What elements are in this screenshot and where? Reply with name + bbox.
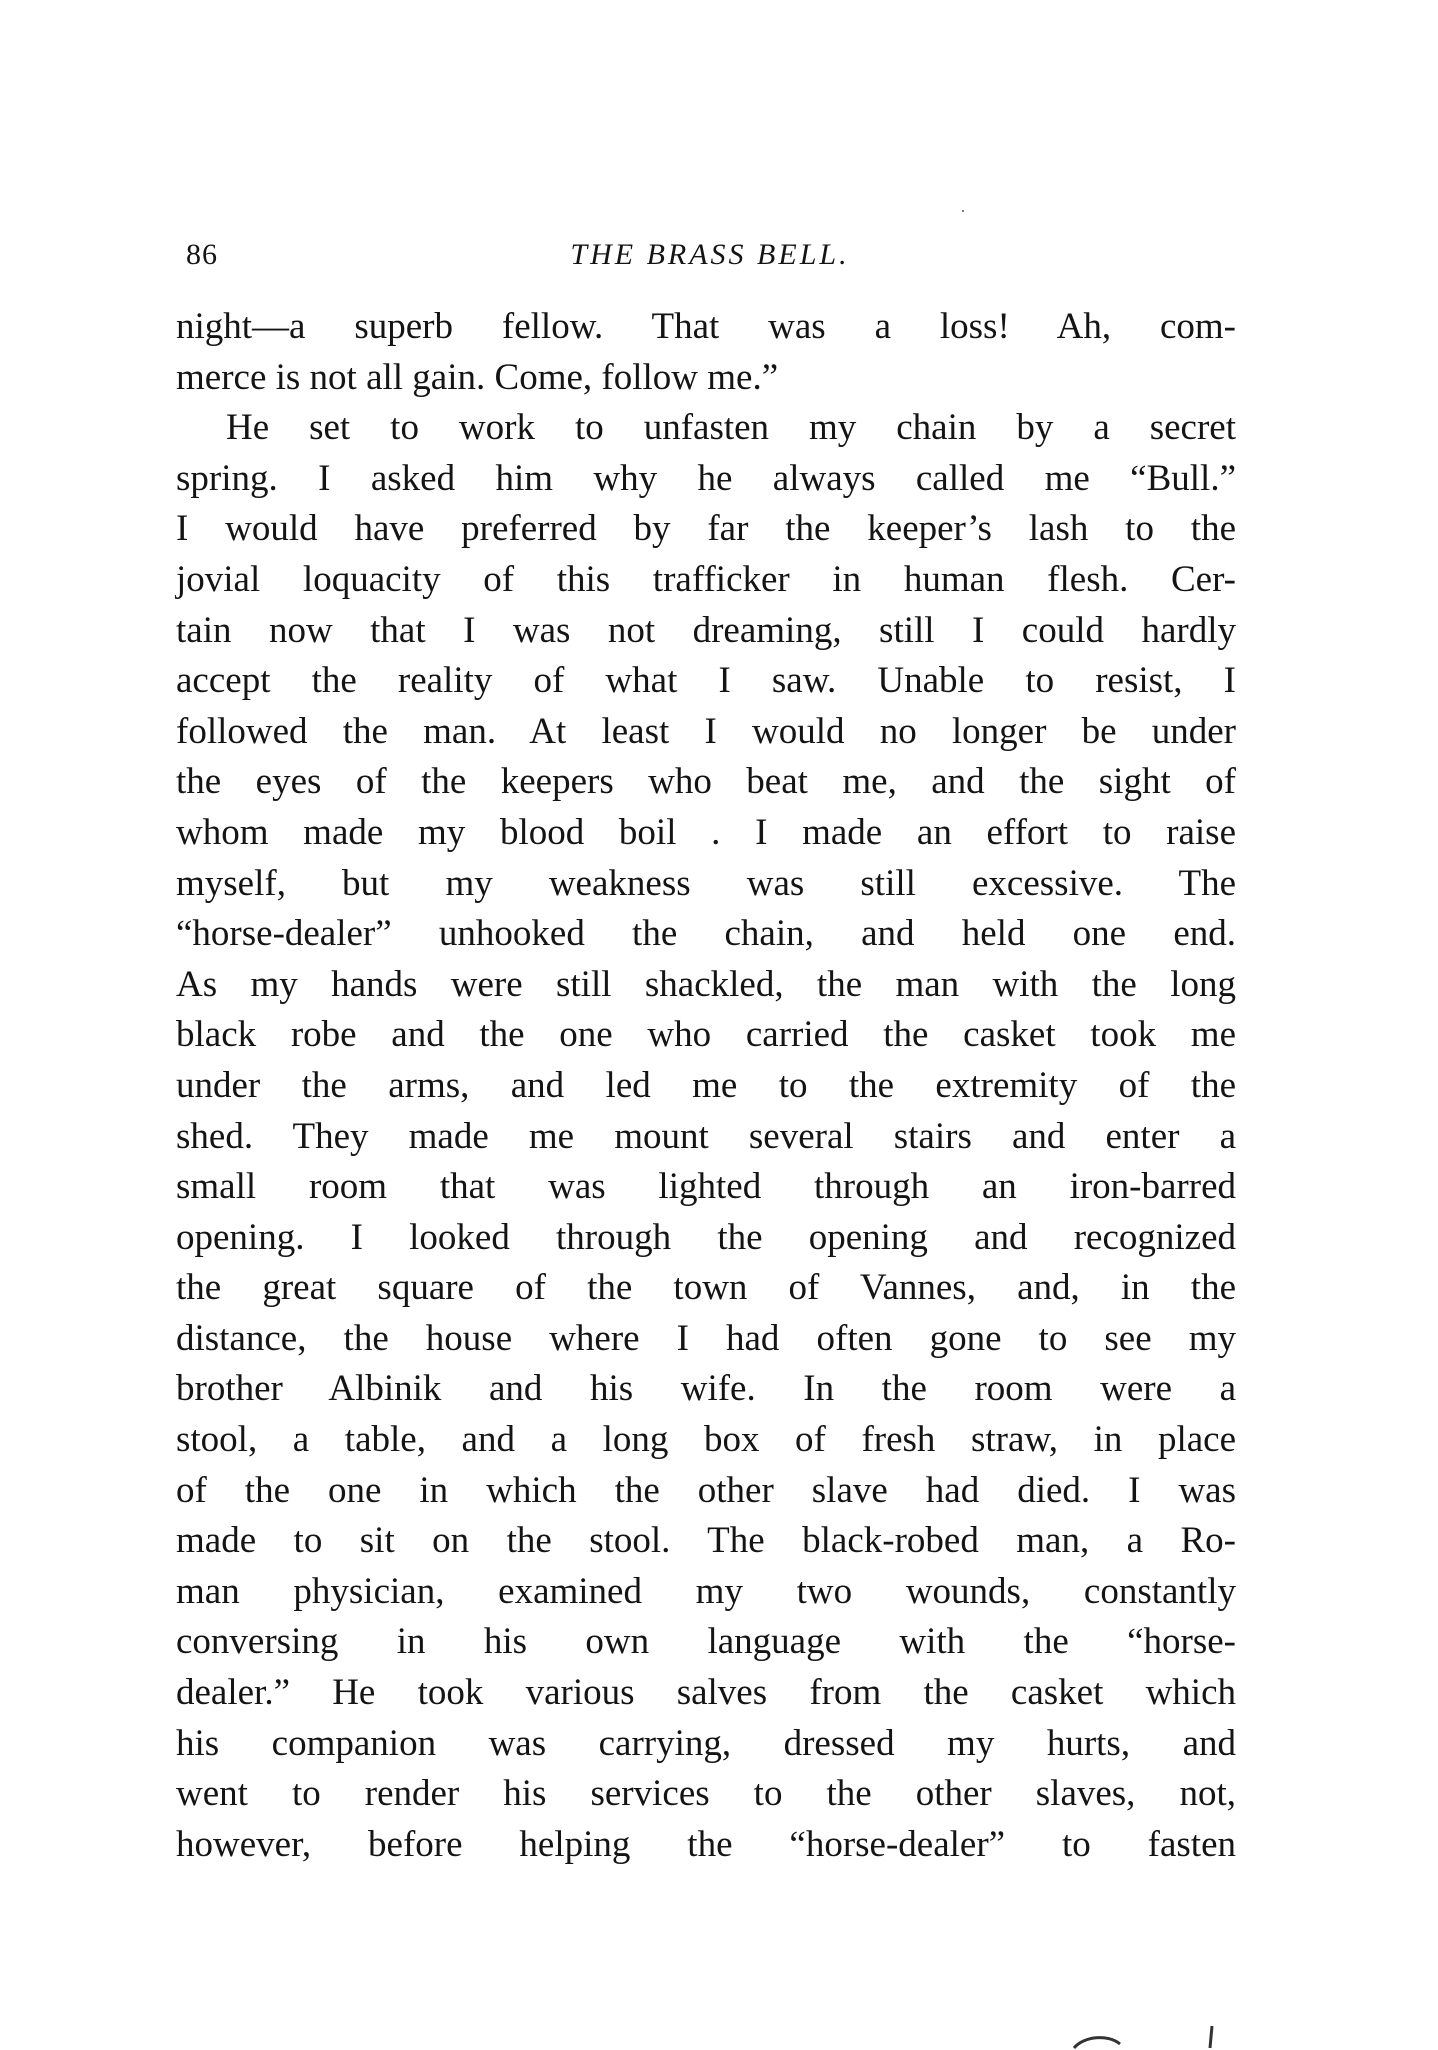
text-line: stool, a table, and a long box of fresh straw, in place [176, 1419, 1236, 1461]
text-line: “horse-dealer” unhooked the chain, and held one end. [176, 913, 1236, 955]
text-line: jovial loquacity of this trafficker in human flesh. Cer- [176, 558, 1236, 600]
text-line: distance, the house where I had often gone to see my [176, 1317, 1236, 1359]
text-line: As my hands were still shackled, the man with the long [176, 963, 1236, 1005]
running-title: THE BRASS BELL. [570, 238, 850, 271]
print-speck [962, 210, 964, 212]
text-line: tain now that I was not dreaming, still I could hardly [176, 609, 1236, 651]
text-line: accept the reality of what I saw. Unable to resist, I [176, 660, 1236, 702]
text-line: however, before helping the “horse-dealer” to fasten [176, 1823, 1236, 1865]
text-line: shed. They made me mount several stairs and enter a [176, 1115, 1236, 1157]
text-line: man physician, examined my two wounds, constantly [176, 1570, 1236, 1612]
text-line: opening. I looked through the opening and recognized [176, 1216, 1236, 1258]
text-line: spring. I asked him why he always called me “Bull.” [176, 457, 1236, 499]
running-head [186, 238, 1234, 278]
body-text [176, 302, 1236, 1870]
text-line: followed the man. At least I would no longer be under [176, 710, 1236, 752]
text-line: I would have preferred by far the keeper’s lash to the [176, 508, 1236, 550]
text-line: myself, but my weakness was still excessive. The [176, 862, 1236, 904]
text-line: night—a superb fellow. That was a loss! Ah, com- [176, 306, 1236, 347]
text-line: of the one in which the other slave had died. I was [176, 1469, 1236, 1511]
scanner-watermark-mark [1062, 2020, 1262, 2050]
text-line: the eyes of the keepers who beat me, and the sight of [176, 761, 1236, 803]
text-line: whom made my blood boil . I made an effort to raise [176, 811, 1236, 853]
text-line: conversing in his own language with the “horse- [176, 1621, 1236, 1663]
text-line: brother Albinik and his wife. In the room were a [176, 1368, 1236, 1410]
text-line: black robe and the one who carried the casket took me [176, 1014, 1236, 1056]
text-line: merce is not all gain. Come, follow me.” [176, 356, 779, 398]
text-line: dealer.” He took various salves from the casket which [176, 1672, 1236, 1714]
text-line: He set to work to unfasten my chain by a secret [226, 407, 1236, 449]
text-line: made to sit on the stool. The black-robed man, a Ro- [176, 1520, 1236, 1562]
text-line: the great square of the town of Vannes, and, in the [176, 1267, 1236, 1309]
text-line: under the arms, and led me to the extremity of the [176, 1064, 1236, 1106]
text-line: his companion was carrying, dressed my hurts, and [176, 1722, 1236, 1764]
text-line: small room that was lighted through an iron-barred [176, 1166, 1236, 1208]
page-number: 86 [186, 238, 218, 271]
text-line: went to render his services to the other slaves, not, [176, 1773, 1236, 1815]
